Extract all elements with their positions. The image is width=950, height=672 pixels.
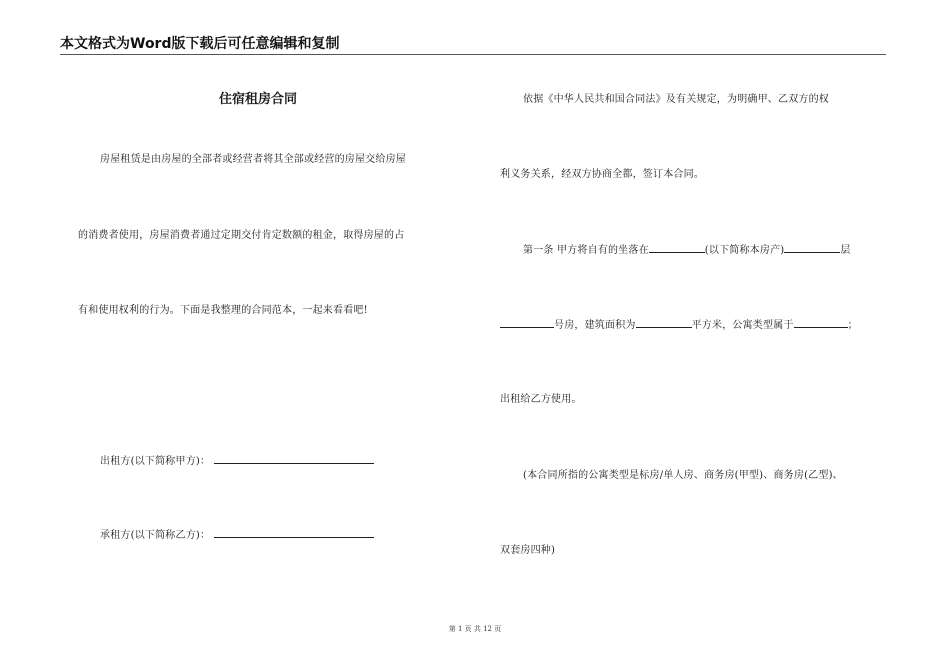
lessee-label: 承租方(以下简称乙方)：	[100, 530, 211, 541]
page-footer: 第 1 页 共 12 页	[448, 625, 502, 633]
room-number-blank-line	[500, 318, 554, 328]
note-line-2: 双套房四种)	[500, 545, 556, 556]
lessee-blank-line	[214, 528, 374, 538]
lessor-label: 出租方(以下简称甲方)：	[100, 456, 211, 467]
article-1-line-2	[500, 318, 858, 333]
lessee-row	[100, 528, 374, 543]
intro-line-2: 利义务关系，经双方协商全都，签订本合同。	[500, 169, 704, 180]
semicolon: ；	[847, 320, 858, 331]
article-1-floor-label: 层	[840, 245, 851, 256]
article-1-property-label: (以下简称本房产)	[704, 245, 785, 256]
note-line-1: (本合同所指的公寓类型是标房/单人房、商务房(甲型)、商务房(乙型)、	[523, 470, 843, 481]
article-1-location-label: 第一条 甲方将自有的坐落在	[523, 245, 649, 256]
area-label: 号房，建筑面积为	[554, 320, 636, 331]
header-text: 本文格式为Word版下载后可任意编辑和复制	[60, 36, 340, 52]
apartment-type-blank-line	[794, 318, 848, 328]
location-blank-line	[649, 243, 705, 253]
left-paragraph-line-2: 的消费者使用，房屋消费者通过定期交付肯定数额的租金，取得房屋的占	[78, 230, 405, 241]
lessor-row	[100, 454, 374, 469]
left-paragraph-line-1: 房屋租赁是由房屋的全部者或经营者将其全部或经营的房屋交给房屋	[100, 154, 406, 165]
area-blank-line	[636, 318, 692, 328]
lessor-blank-line	[214, 454, 374, 464]
document-title: 住宿租房合同	[219, 92, 298, 107]
apartment-type-label: 平方米，公寓类型属于	[691, 320, 794, 331]
article-1-line-1	[523, 243, 851, 258]
left-paragraph-line-3: 有和使用权利的行为。下面是我整理的合同范本，一起来看看吧!	[78, 305, 368, 316]
floor-blank-line	[784, 243, 840, 253]
article-1-line-3: 出租给乙方使用。	[500, 394, 582, 405]
intro-line-1: 依据《中华人民共和国合同法》及有关规定，为明确甲、乙双方的权	[523, 94, 829, 105]
page-header	[60, 36, 886, 55]
